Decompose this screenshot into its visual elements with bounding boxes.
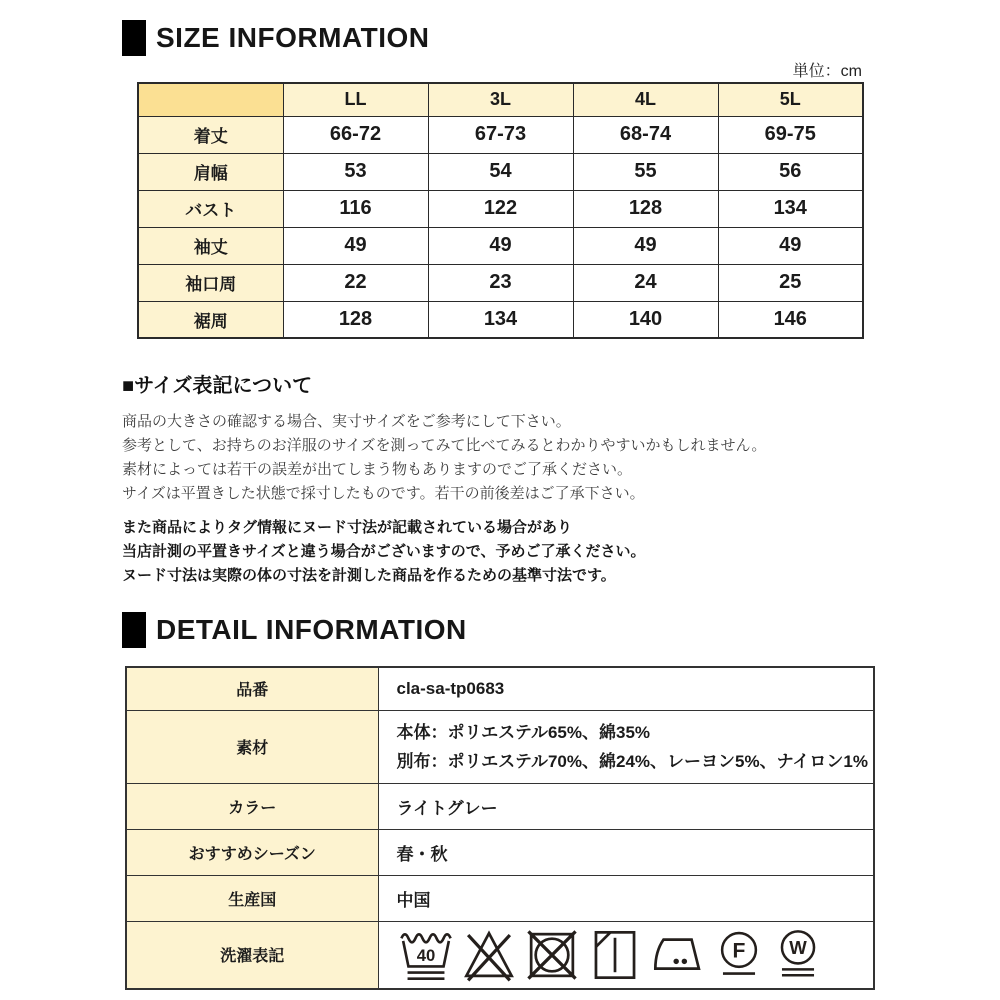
dry-clean-petroleum-gentle-icon: [712, 926, 766, 984]
size-table-row: [138, 227, 863, 264]
size-column-header: 3L: [428, 83, 573, 116]
size-notes-paragraph: [122, 410, 1000, 506]
size-notes-bold-paragraph: [122, 516, 1000, 588]
size-value: 22: [283, 264, 428, 301]
size-value: 54: [428, 153, 573, 190]
size-value: 122: [428, 190, 573, 227]
size-row-label: 袖口周: [138, 264, 283, 301]
size-value: 49: [283, 227, 428, 264]
season-value: 春・秋: [378, 829, 874, 875]
do-not-bleach-icon: [460, 926, 518, 984]
detail-row-label: カラー: [126, 783, 378, 829]
detail-row-label: おすすめシーズン: [126, 829, 378, 875]
size-row-label: 袖丈: [138, 227, 283, 264]
notes-bold-line: また商品によりタグ情報にヌード寸法が記載されている場合があり: [122, 519, 573, 536]
detail-row-label: 素材: [126, 710, 378, 783]
wet-clean-letter: W: [788, 936, 807, 958]
size-value: 56: [718, 153, 863, 190]
size-row-label: バスト: [138, 190, 283, 227]
notes-bold-line: 当店計測の平置きサイズと違う場合がございますので、予めご了承ください。: [122, 543, 646, 560]
do-not-tumble-dry-icon: [523, 926, 581, 984]
size-row-label: 肩幅: [138, 153, 283, 190]
size-value: 55: [573, 153, 718, 190]
size-value: 66-72: [283, 116, 428, 153]
size-value: 49: [573, 227, 718, 264]
detail-row-country: [126, 875, 874, 921]
size-value: 116: [283, 190, 428, 227]
material-line: 別布：ポリエステル70%、綿24%、レーヨン5%、ナイロン1%: [396, 751, 868, 771]
size-table-corner-cell: [138, 83, 283, 116]
size-table-row: [138, 190, 863, 227]
detail-row-color: [126, 783, 874, 829]
size-value: 146: [718, 301, 863, 338]
wash-40-very-gentle-icon: [397, 926, 455, 984]
size-value: 24: [573, 264, 718, 301]
care-icons-row: [397, 926, 874, 984]
size-table: [137, 82, 864, 339]
size-row-label: 裾周: [138, 301, 283, 338]
size-value: 25: [718, 264, 863, 301]
notes-line: 商品の大きさの確認する場合、実寸サイズをご参考にして下さい。: [122, 413, 571, 430]
size-column-header: LL: [283, 83, 428, 116]
size-value: 134: [718, 190, 863, 227]
detail-row-care-symbols: [126, 921, 874, 989]
material-value: [378, 710, 874, 783]
size-value: 69-75: [718, 116, 863, 153]
size-notes-section: [122, 369, 1000, 588]
detail-row-season: [126, 829, 874, 875]
size-value: 49: [718, 227, 863, 264]
size-notes-heading: ■サイズ表記について: [122, 375, 313, 397]
size-value: 49: [428, 227, 573, 264]
size-section-title: SIZE INFORMATION: [156, 22, 430, 53]
care-symbols-cell: [378, 921, 874, 989]
country-value: 中国: [378, 875, 874, 921]
dry-clean-letter: F: [732, 939, 745, 963]
material-line: 本体：ポリエステル65%、綿35%: [396, 722, 651, 742]
detail-row-label: 生産国: [126, 875, 378, 921]
size-value: 134: [428, 301, 573, 338]
size-table-header-row: [138, 83, 863, 116]
notes-line: 参考として、お持ちのお洋服のサイズを測ってみて比べてみるとわかりやすいかもしれません。: [122, 437, 767, 454]
size-value: 23: [428, 264, 573, 301]
detail-row-material: [126, 710, 874, 783]
size-table-row: [138, 116, 863, 153]
size-table-row: [138, 153, 863, 190]
notes-line: サイズは平置きした状態で採寸したものです。若干の前後差はご了承下さい。: [122, 485, 645, 502]
detail-row-label: 洗濯表記: [126, 921, 378, 989]
product-number-value: cla-sa-tp0683: [378, 667, 874, 710]
size-value: 53: [283, 153, 428, 190]
detail-row-product-number: [126, 667, 874, 710]
size-value: 68-74: [573, 116, 718, 153]
size-value: 128: [573, 190, 718, 227]
size-column-header: 4L: [573, 83, 718, 116]
line-dry-in-shade-icon: [586, 926, 644, 984]
iron-medium-icon: [649, 926, 707, 984]
notes-line: 素材によっては若干の誤差が出てしまう物もありますのでご了承ください。: [122, 461, 633, 478]
wash-temperature-label: 40: [416, 945, 435, 965]
size-table-row: [138, 264, 863, 301]
size-row-label: 着丈: [138, 116, 283, 153]
detail-row-label: 品番: [126, 667, 378, 710]
section-marker: [122, 612, 146, 648]
size-section-header: [122, 20, 1000, 56]
detail-section-header: [122, 612, 1000, 648]
size-column-header: 5L: [718, 83, 863, 116]
section-marker: [122, 20, 146, 56]
detail-table: [125, 666, 875, 990]
detail-section-title: DETAIL INFORMATION: [156, 614, 467, 645]
size-value: 128: [283, 301, 428, 338]
size-table-row: [138, 301, 863, 338]
wet-clean-very-gentle-icon: [771, 926, 825, 984]
unit-label: 単位：cm: [792, 63, 862, 80]
size-value: 67-73: [428, 116, 573, 153]
notes-bold-line: ヌード寸法は実際の体の寸法を計測した商品を作るための基準寸法です。: [122, 567, 616, 584]
color-value: ライトグレー: [378, 783, 874, 829]
size-value: 140: [573, 301, 718, 338]
